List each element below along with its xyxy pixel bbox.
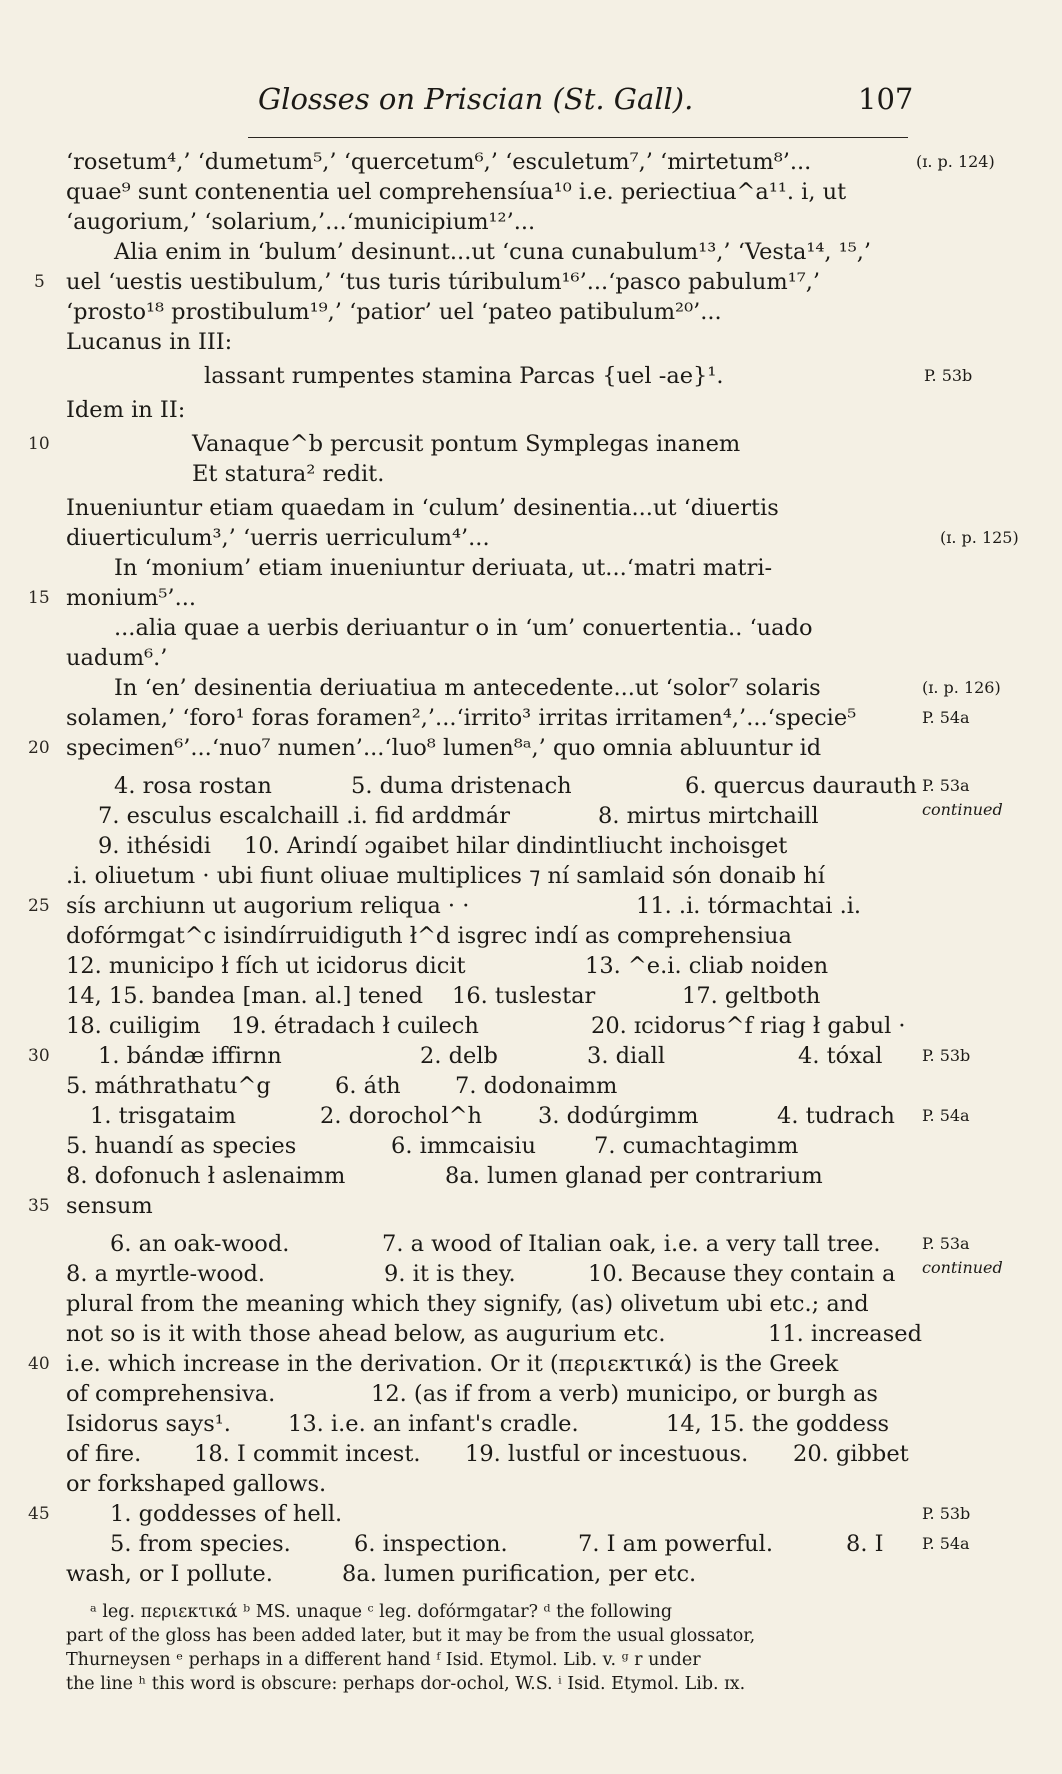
- gloss-entry: 20. ɪcidorus^f riag ł gabul ·: [591, 1013, 906, 1039]
- translation-entry: 8. I: [846, 1531, 884, 1557]
- translation-entry: 6. an oak-wood.: [110, 1231, 290, 1257]
- text-line: Alia enim in ‘bulum’ desinunt...ut ‘cuna cunabulum¹³,’ ‘Vesta¹⁴, ¹⁵,’: [114, 239, 872, 265]
- gloss-entry: 5. duma dristenach: [351, 773, 572, 799]
- page-title: Glosses on Priscian (St. Gall).: [258, 82, 694, 116]
- margin-reference: (ɪ. p. 124): [916, 152, 995, 171]
- line-number: 10: [28, 434, 50, 454]
- gloss-entry: 1. bándæ iffirnn: [98, 1043, 282, 1069]
- page-number: 107: [858, 82, 914, 116]
- gloss-entry: 12. municipo ł fích ut icidorus dicit: [66, 953, 466, 979]
- translation-line: i.e. which increase in the derivation. Or it (περιεκτικά) is the Greek: [66, 1351, 839, 1377]
- gloss-entry: 17. geltboth: [682, 983, 821, 1009]
- line-number: 35: [28, 1196, 50, 1216]
- gloss-entry: 4. tudrach: [777, 1103, 895, 1129]
- gloss-entry: 6. áth: [335, 1073, 401, 1099]
- gloss-entry: 14, 15. bandea [man. al.] tened: [66, 983, 424, 1009]
- verse-line: Vanaque^b percusit pontum Symplegas inanem: [192, 431, 741, 457]
- margin-reference: P. 53b: [924, 366, 973, 385]
- text-line: Idem in II:: [66, 397, 186, 423]
- margin-reference: P. 53a: [922, 776, 970, 795]
- gloss-entry: 8. dofonuch ł aslenaimm: [66, 1163, 346, 1189]
- line-number: 5: [34, 272, 45, 292]
- translation-entry: 6. inspection.: [354, 1531, 508, 1557]
- margin-reference: P. 54a: [922, 1106, 970, 1125]
- gloss-entry: sís archiunn ut augorium reliqua · ·: [66, 893, 470, 919]
- text-line: ‘rosetum⁴,’ ‘dumetum⁵,’ ‘quercetum⁶,’ ‘esculetum⁷,’ ‘mirtetum⁸’...: [66, 149, 812, 175]
- text-line: In ‘en’ desinentia deriuatiua m antecedente...ut ‘solor⁷ solaris: [114, 675, 821, 701]
- gloss-entry: 8. mirtus mirtchaill: [598, 803, 819, 829]
- gloss-entry: 3. dodúrgimm: [538, 1103, 699, 1129]
- line-number: 15: [28, 588, 50, 608]
- margin-reference: (ɪ. p. 125): [940, 528, 1019, 547]
- gloss-entry: 4. rosa rostan: [114, 773, 272, 799]
- header-rule: [248, 137, 908, 138]
- gloss-entry: 2. delb: [420, 1043, 498, 1069]
- gloss-entry: 10. Arindí ɔgaibet hilar dindintliucht inchoisget: [244, 833, 788, 859]
- translation-entry: 8. a myrtle-wood.: [66, 1261, 266, 1287]
- translation-entry: 10. Because they contain a: [588, 1261, 896, 1287]
- line-number: 40: [28, 1354, 50, 1374]
- page-header: [0, 0, 1062, 140]
- translation-entry: of fire.: [66, 1441, 142, 1467]
- line-number: 45: [28, 1504, 50, 1524]
- translation-entry: Isidorus says¹.: [66, 1411, 231, 1437]
- translation-line: plural from the meaning which they signify, (as) olivetum ubi etc.; and: [66, 1291, 869, 1317]
- gloss-entry: 7. esculus escalchaill .i. fid arddmár: [98, 803, 510, 829]
- gloss-entry: 4. tóxal: [798, 1043, 883, 1069]
- translation-line: or forkshaped gallows.: [66, 1471, 327, 1497]
- gloss-entry: 5. huandí as species: [66, 1133, 297, 1159]
- translation-entry: 7. I am powerful.: [578, 1531, 774, 1557]
- margin-reference: P. 53b: [922, 1046, 971, 1065]
- translation-entry: of comprehensiva.: [66, 1381, 276, 1407]
- gloss-entry: 19. étradach ł cuilech: [231, 1013, 479, 1039]
- margin-reference: continued: [922, 800, 1003, 819]
- verse-line: lassant rumpentes stamina Parcas {uel -ae}¹.: [204, 363, 724, 389]
- translation-entry: 14, 15. the goddess: [666, 1411, 890, 1437]
- text-line: monium⁵’...: [66, 585, 197, 611]
- margin-reference: (ɪ. p. 126): [922, 678, 1001, 697]
- gloss-entry: 6. immcaisiu: [391, 1133, 536, 1159]
- margin-reference: continued: [922, 1258, 1003, 1277]
- gloss-entry: 7. dodonaimm: [455, 1073, 618, 1099]
- gloss-entry: 7. cumachtagimm: [594, 1133, 799, 1159]
- gloss-line: dofórmgat^c isindírruidiguth ł^d isgrec indí as comprehensiua: [66, 923, 792, 949]
- footnote-line: part of the gloss has been added later, but it may be from the usual glossator,: [66, 1626, 756, 1646]
- gloss-entry: 16. tuslestar: [452, 983, 596, 1009]
- text-line: ‘augorium,’ ‘solarium,’...‘municipium¹²’...: [66, 209, 536, 235]
- margin-reference: P. 53a: [922, 1234, 970, 1253]
- translation-entry: 20. gibbet: [793, 1441, 909, 1467]
- translation-entry: not so is it with those ahead below, as augurium etc.: [66, 1321, 666, 1347]
- line-number: 30: [28, 1046, 50, 1066]
- gloss-entry: 2. dorochol^h: [320, 1103, 483, 1129]
- text-line: specimen⁶’...‘nuo⁷ numen’...‘luo⁸ lumen⁸ᵃ,’ quo omnia abluuntur id: [66, 735, 822, 761]
- text-line: In ‘monium’ etiam inueniuntur deriuata, ut...‘matri matri-: [114, 555, 773, 581]
- line-number: 25: [28, 896, 50, 916]
- gloss-entry: 3. diall: [587, 1043, 666, 1069]
- translation-entry: 11. increased: [768, 1321, 922, 1347]
- translation-entry: 9. it is they.: [384, 1261, 516, 1287]
- text-line: Lucanus in III:: [66, 329, 233, 355]
- gloss-entry: 11. .i. tórmachtai .i.: [636, 893, 862, 919]
- gloss-line: .i. oliuetum · ubi fiunt oliuae multiplices ⁊ ní samlaid són donaib hí: [66, 863, 825, 889]
- gloss-entry: 9. ithésidi: [98, 833, 212, 859]
- translation-entry: wash, or I pollute.: [66, 1561, 273, 1587]
- margin-reference: P. 53b: [922, 1504, 971, 1523]
- text-line: Inueniuntur etiam quaedam in ‘culum’ desinentia...ut ‘diuertis: [66, 495, 779, 521]
- translation-entry: 18. I commit incest.: [194, 1441, 421, 1467]
- gloss-entry: 13. ^e.i. cliab noiden: [585, 953, 829, 979]
- footnote-line: Thurneysen ᵉ perhaps in a different hand ᶠ Isid. Etymol. Lib. v. ᵍ r under: [66, 1650, 701, 1670]
- margin-reference: P. 54a: [922, 708, 970, 727]
- footnote-line: ᵃ leg. περιεκτικά ᵇ MS. unaque ᶜ leg. dofórmgatar? ᵈ the following: [90, 1602, 673, 1622]
- translation-entry: 13. i.e. an infant's cradle.: [288, 1411, 579, 1437]
- translation-entry: 12. (as if from a verb) municipo, or burgh as: [371, 1381, 878, 1407]
- gloss-entry: 1. trisgataim: [90, 1103, 236, 1129]
- gloss-entry: 18. cuiligim: [66, 1013, 201, 1039]
- gloss-line: sensum: [66, 1193, 153, 1219]
- text-line: quae⁹ sunt contenentia uel comprehensíua¹⁰ i.e. periectiua^a¹¹. i, ut: [66, 179, 847, 205]
- gloss-entry: 5. máthrathatu^g: [66, 1073, 271, 1099]
- verse-line: Et statura² redit.: [192, 461, 385, 487]
- footnote-line: the line ʰ this word is obscure: perhaps dor-ochol, W.S. ⁱ Isid. Etymol. Lib. ɪx.: [66, 1674, 746, 1694]
- text-line: diuerticulum³,’ ‘uerris uerriculum⁴’...: [66, 525, 490, 551]
- translation-entry: 5. from species.: [110, 1531, 291, 1557]
- translation-line: 1. goddesses of hell.: [110, 1501, 343, 1527]
- gloss-entry: 8a. lumen glanad per contrarium: [445, 1163, 823, 1189]
- gloss-entry: 6. quercus daurauth: [685, 773, 917, 799]
- translation-entry: 7. a wood of Italian oak, i.e. a very tall tree.: [382, 1231, 881, 1257]
- text-line: ...alia quae a uerbis deriuantur o in ‘um’ conuertentia.. ‘uado: [114, 615, 813, 641]
- text-line: uel ‘uestis uestibulum,’ ‘tus turis túribulum¹⁶’...‘pasco pabulum¹⁷,’: [66, 269, 821, 295]
- margin-reference: P. 54a: [922, 1534, 970, 1553]
- text-line: solamen,’ ‘foro¹ foras foramen²,’...‘irrito³ irritas irritamen⁴,’...‘specie⁵: [66, 705, 857, 731]
- text-line: uadum⁶.’: [66, 645, 168, 671]
- translation-entry: 19. lustful or incestuous.: [465, 1441, 749, 1467]
- line-number: 20: [28, 738, 50, 758]
- text-line: ‘prosto¹⁸ prostibulum¹⁹,’ ‘patior’ uel ‘pateo patibulum²⁰’...: [66, 299, 722, 325]
- translation-entry: 8a. lumen purification, per etc.: [342, 1561, 697, 1587]
